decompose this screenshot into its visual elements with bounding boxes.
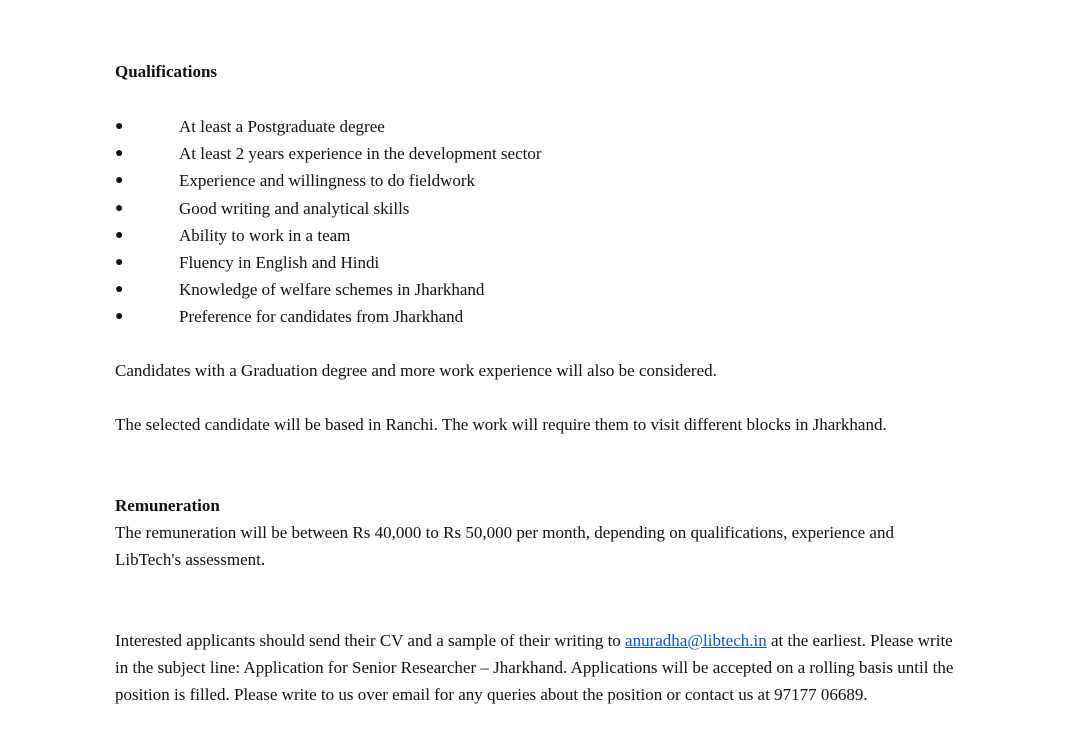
graduation-note: Candidates with a Graduation degree and more work experience will also be considered. [115, 361, 717, 380]
list-item-text: Preference for candidates from Jharkhand [179, 307, 464, 327]
bullet-icon: ● [115, 200, 124, 216]
remuneration-heading: Remuneration [115, 496, 220, 515]
bullet-icon: ● [115, 146, 124, 162]
list-item-text: At least a Postgraduate degree [179, 117, 385, 136]
remuneration-text: The remuneration will be between Rs 40,000 to Rs 50,000 per month, depending on qualifications, experience and LibTech's assessment. [115, 523, 894, 569]
qualifications-heading: Qualifications [115, 62, 218, 81]
list-item-text: Experience and willingness to do fieldwork [179, 171, 476, 191]
cut-off-text-line [115, 0, 955, 8]
application-intro: Interested applicants should send their CV and a sample of their writing to [115, 631, 626, 650]
bullet-icon: ● [115, 227, 124, 243]
application-instructions [115, 627, 955, 708]
list-item-text: Good writing and analytical skills [179, 198, 410, 218]
list-item-text: Knowledge of welfare schemes in Jharkhand [179, 280, 485, 300]
list-item-text: Ability to work in a team [179, 225, 351, 245]
application-details: at the earliest. Please write in the subject line: Application for Senior Researcher – Jharkhand. Applications will be accepted on a rolling basis until the position is filled. Please write to us over email for any queries about the position or contact us at 97177 06689. [115, 631, 954, 704]
location-note: The selected candidate will be based in Ranchi. The work will require them to visit different blocks in Jharkhand. [115, 415, 887, 434]
bullet-icon: ● [115, 173, 124, 189]
bullet-icon: ● [115, 254, 124, 270]
bullet-icon: ● [115, 309, 124, 325]
list-item-text: Fluency in English and Hindi [179, 252, 380, 272]
bullet-icon: ● [115, 119, 124, 134]
list-item-text: At least 2 years experience in the development sector [179, 144, 542, 164]
bullet-icon: ● [115, 282, 124, 298]
email-link[interactable]: anuradha@libtech.in [625, 631, 767, 650]
